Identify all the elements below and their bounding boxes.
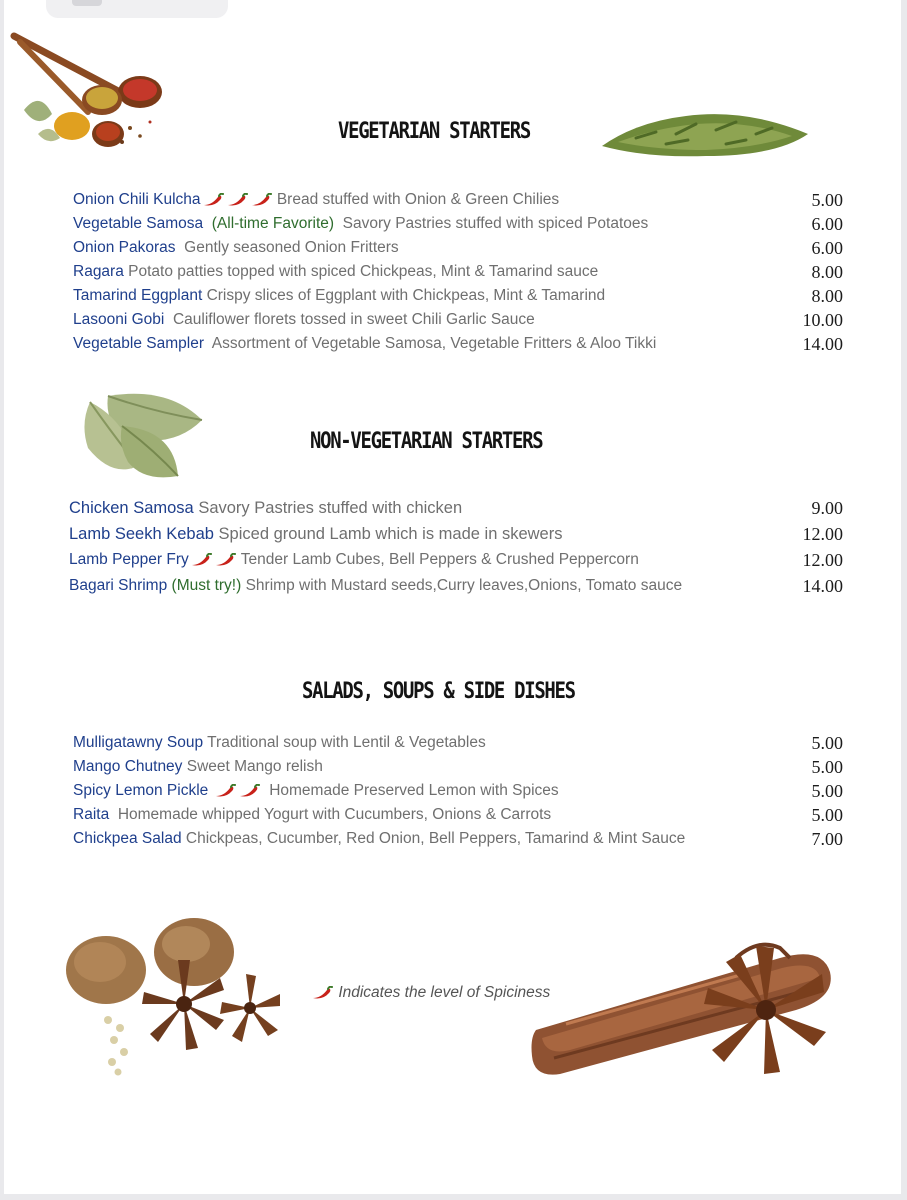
chili-pepper-icon xyxy=(310,984,334,1001)
dish-name: Lamb Seekh Kebab xyxy=(69,525,214,543)
window-tab-remnant xyxy=(46,0,228,18)
dish-description: Cauliflower florets tossed in sweet Chili Garlic Sauce xyxy=(172,311,535,328)
spice-spoons-image xyxy=(10,30,170,160)
dish-description: Homemade Preserved Lemon with Spices xyxy=(269,782,559,799)
dish-price: 5.00 xyxy=(811,805,843,825)
dish-description: Assortment of Vegetable Samosa, Vegetable Fritters & Aloo Tikki xyxy=(211,335,657,352)
dish-description: Spiced ground Lamb which is made in skewers xyxy=(218,525,563,543)
menu-item xyxy=(69,521,843,547)
legend-text: Indicates the level of Spiciness xyxy=(338,984,551,1001)
dish-price: 10.00 xyxy=(802,310,843,330)
salads-menu-list xyxy=(73,731,843,851)
dish-price: 5.00 xyxy=(811,757,843,777)
dish-price: 14.00 xyxy=(802,576,843,596)
dish-price: 5.00 xyxy=(811,733,843,753)
dish-price: 14.00 xyxy=(802,334,843,354)
dish-name: Mango Chutney xyxy=(73,758,183,775)
dish-name: Tamarind Eggplant xyxy=(73,287,203,304)
dish-price: 12.00 xyxy=(802,550,843,570)
chili-pepper-icon xyxy=(238,784,260,798)
chili-pepper-icon xyxy=(214,553,236,567)
nonveg-menu-list xyxy=(69,495,843,599)
dish-price: 12.00 xyxy=(802,524,843,544)
dish-price: 8.00 xyxy=(811,286,843,306)
dish-price: 5.00 xyxy=(811,190,843,210)
dish-price: 7.00 xyxy=(811,829,843,849)
dish-description: Crispy slices of Eggplant with Chickpeas, Mint & Tamarind xyxy=(206,287,606,304)
menu-item xyxy=(73,332,843,356)
dish-description: Tender Lamb Cubes, Bell Peppers & Crushed Peppercorn xyxy=(240,551,639,568)
menu-item xyxy=(73,755,843,779)
dish-name: Ragara xyxy=(73,263,124,280)
dish-name: Raita xyxy=(73,806,110,823)
menu-item xyxy=(73,188,843,212)
dish-price: 9.00 xyxy=(811,498,843,518)
dish-name: Chickpea Salad xyxy=(73,830,182,847)
menu-item xyxy=(73,236,843,260)
dish-name: Onion Pakoras xyxy=(73,239,176,256)
dish-name: Bagari Shrimp xyxy=(69,577,168,594)
dish-price: 8.00 xyxy=(811,262,843,282)
dish-description: Savory Pastries stuffed with chicken xyxy=(198,499,463,517)
chili-pepper-icon xyxy=(250,193,272,207)
vegetarian-menu-list xyxy=(73,188,843,356)
vegetarian-section-title: VEGETARIAN STARTERS xyxy=(338,119,530,144)
chili-pepper-icon xyxy=(190,553,212,567)
menu-item xyxy=(69,495,843,521)
dish-name: Chicken Samosa xyxy=(69,499,194,517)
bay-leaves-image xyxy=(78,386,208,486)
spiciness-indicator xyxy=(189,551,237,568)
dish-description: Homemade whipped Yogurt with Cucumbers, Onions & Carrots xyxy=(117,806,552,823)
spiciness-legend xyxy=(310,984,550,1002)
dish-description: Gently seasoned Onion Fritters xyxy=(184,239,399,256)
dish-description: Bread stuffed with Onion & Green Chilies xyxy=(276,191,560,208)
menu-item xyxy=(73,308,843,332)
menu-item xyxy=(73,779,843,803)
spiciness-indicator xyxy=(201,191,273,208)
dish-name: Onion Chili Kulcha xyxy=(73,191,201,208)
salads-section-title: SALADS, SOUPS & SIDE DISHES xyxy=(302,679,575,704)
dish-name: Lasooni Gobi xyxy=(73,311,165,328)
menu-page xyxy=(4,0,901,1194)
dish-description: Traditional soup with Lentil & Vegetables xyxy=(207,734,486,751)
menu-item xyxy=(73,260,843,284)
dish-description: Chickpeas, Cucumber, Red Onion, Bell Peppers, Tamarind & Mint Sauce xyxy=(185,830,686,847)
dish-name: Vegetable Samosa xyxy=(73,215,204,232)
chili-pepper-icon xyxy=(226,193,248,207)
dish-tag: (Must try!) xyxy=(171,577,242,594)
dish-description: Potato patties topped with spiced Chickpeas, Mint & Tamarind sauce xyxy=(128,263,599,280)
chili-pepper-icon xyxy=(311,986,333,1000)
menu-item xyxy=(73,212,843,236)
dish-description: Savory Pastries stuffed with spiced Potatoes xyxy=(342,215,649,232)
dish-description: Sweet Mango relish xyxy=(186,758,323,775)
nutmeg-star-anise-image xyxy=(60,912,294,1080)
dish-name: Spicy Lemon Pickle xyxy=(73,782,209,799)
spiciness-indicator xyxy=(213,782,261,799)
cinnamon-star-anise-image xyxy=(530,938,870,1078)
menu-item xyxy=(69,547,843,573)
dish-price: 6.00 xyxy=(811,214,843,234)
chili-pepper-icon xyxy=(202,193,224,207)
menu-item xyxy=(73,284,843,308)
dried-herbs-image xyxy=(596,94,818,164)
menu-item xyxy=(73,803,843,827)
dish-price: 6.00 xyxy=(811,238,843,258)
chili-pepper-icon xyxy=(214,784,236,798)
dish-price: 5.00 xyxy=(811,781,843,801)
dish-description: Shrimp with Mustard seeds,Curry leaves,Onions, Tomato sauce xyxy=(245,577,683,594)
dish-name: Vegetable Sampler xyxy=(73,335,204,352)
nonveg-section-title: NON-VEGETARIAN STARTERS xyxy=(310,429,543,454)
dish-tag: (All-time Favorite) xyxy=(211,215,335,232)
dish-name: Lamb Pepper Fry xyxy=(69,551,189,568)
menu-item xyxy=(73,731,843,755)
menu-item xyxy=(73,827,843,851)
menu-item xyxy=(69,573,843,599)
dish-name: Mulligatawny Soup xyxy=(73,734,204,751)
